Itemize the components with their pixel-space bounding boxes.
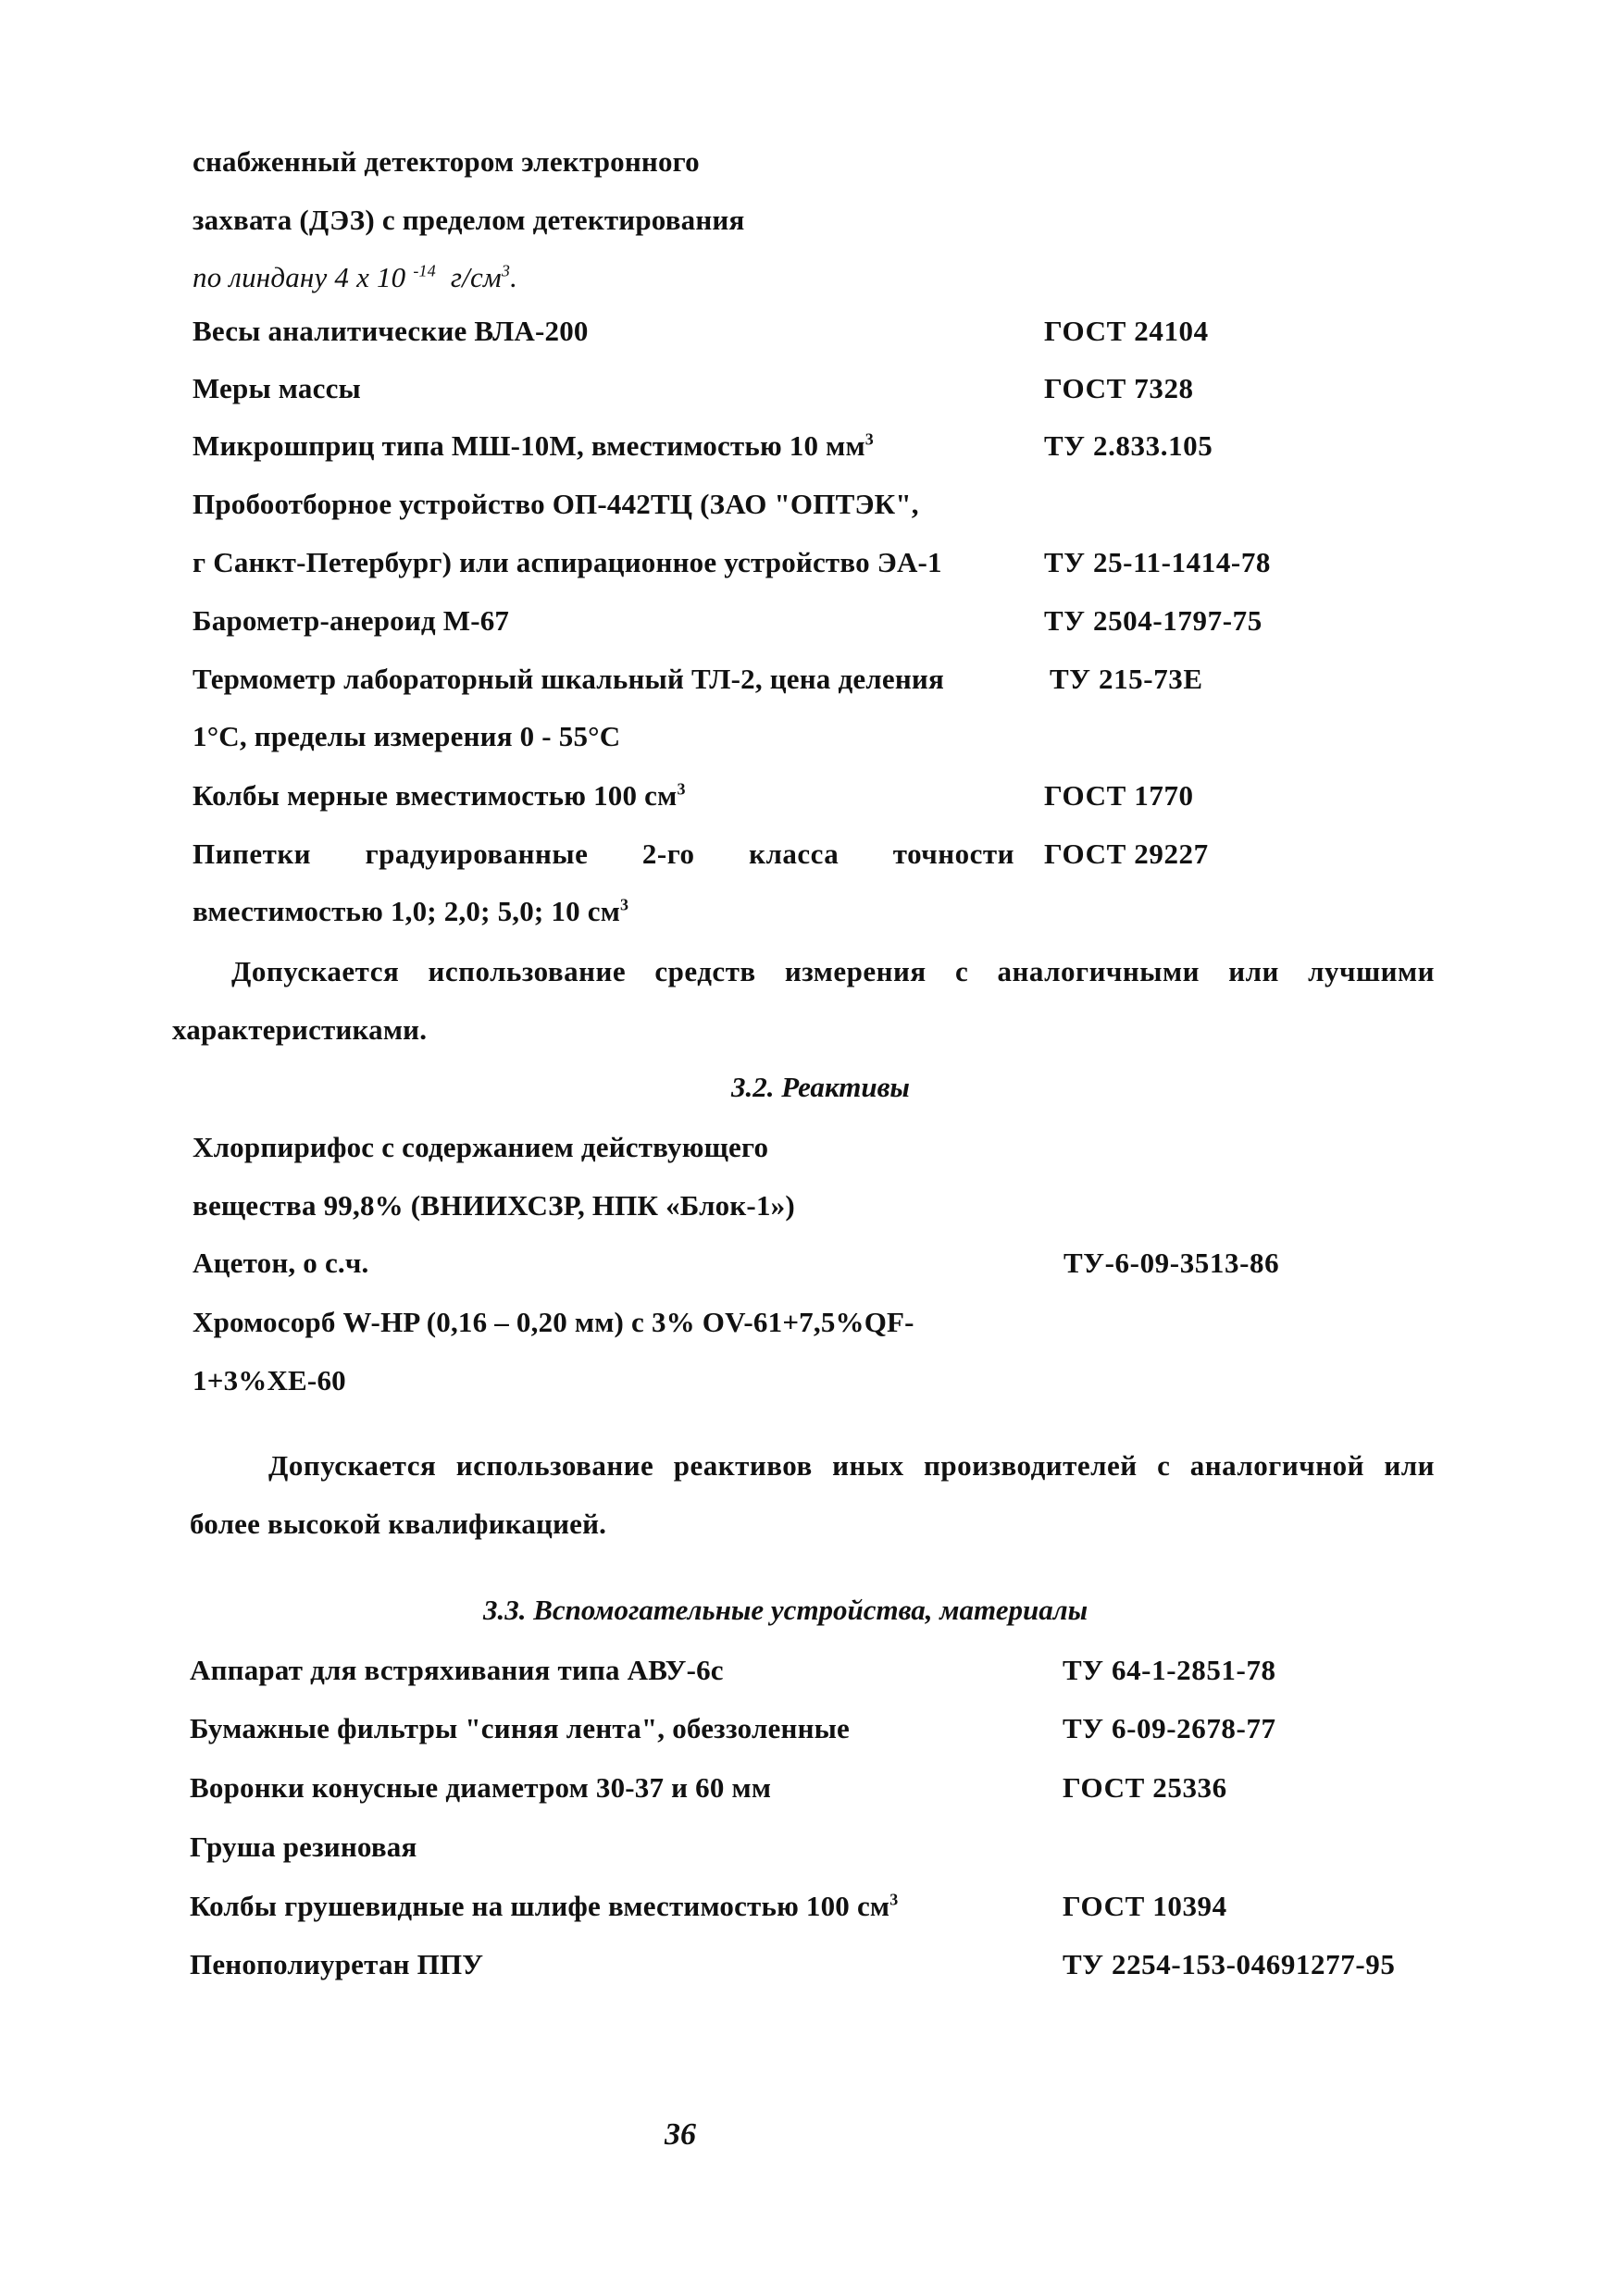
equipment-item-name: Микрошприц типа МШ-10М, вместимостью 10 $мм^3$ (193, 429, 874, 462)
equipment-note-line-2: характеристиками. (172, 1013, 428, 1046)
intro-line-2: захвата (ДЭЗ) с пределом детектирования (193, 204, 745, 236)
auxiliary-item-name: Груша резиновая (190, 1831, 417, 1863)
equipment-item-ref: ГОСТ 7328 (1044, 372, 1194, 404)
reagent-ref: ТУ-6-09-3513-86 (1063, 1247, 1280, 1279)
intro-line-1: снабженный детектором электронного (193, 145, 700, 178)
reagents-note-line-2: более высокой квалификацией. (190, 1508, 607, 1540)
equipment-item-ref: ГОСТ 24104 (1044, 315, 1209, 347)
equipment-note-line-1: Допускается использование средств измерения с аналогичными или лучшими (231, 955, 1435, 987)
section-heading-auxiliary: 3.3. Вспомогательные устройства, материалы (483, 1594, 1088, 1626)
equipment-item-name: Пробоотборное устройство ОП-442ТЦ (ЗАО "ОПТЭК", (193, 488, 919, 520)
auxiliary-item-name: Пенополиуретан ППУ (190, 1948, 484, 1980)
page-number: 36 (665, 2117, 696, 2152)
reagents-note-line-1: Допускается использование реактивов иных производителей с аналогичной или (268, 1449, 1435, 1482)
auxiliary-item-name: Бумажные фильтры "синяя лента", обеззоленные (190, 1712, 850, 1744)
auxiliary-item-ref: ТУ 6-09-2678-77 (1063, 1712, 1276, 1744)
equipment-item-ref: ГОСТ 29227 (1044, 838, 1209, 870)
section-heading-reagents: 3.2. Реактивы (731, 1071, 910, 1103)
auxiliary-item-ref: ГОСТ 25336 (1063, 1771, 1227, 1804)
reagent-line: Хлорпирифос с содержанием действующего (193, 1131, 769, 1163)
equipment-item-name: Термометр лабораторный шкальный ТЛ-2, цена деления (193, 663, 944, 695)
equipment-item-name: 1°С, пределы измерения 0 - 55°С (193, 720, 621, 752)
equipment-item-ref: ТУ 2.833.105 (1044, 429, 1213, 462)
auxiliary-item-name: Воронки конусные диаметром 30-37 и 60 мм (190, 1771, 772, 1804)
auxiliary-item-ref: ГОСТ 10394 (1063, 1890, 1227, 1922)
reagent-line: Ацетон, о с.ч. (193, 1247, 369, 1279)
reagent-line: вещества 99,8% (ВНИИХСЗР, НПК «Блок-1») (193, 1189, 795, 1222)
auxiliary-item-ref: ТУ 2254-153-04691277-95 (1063, 1948, 1396, 1980)
auxiliary-item-ref: ТУ 64-1-2851-78 (1063, 1654, 1276, 1686)
equipment-item-name: Пипетки градуированные 2-го класса точности (193, 838, 1014, 870)
equipment-item-name: Барометр-анероид М-67 (193, 604, 510, 637)
auxiliary-item-name: Колбы грушевидные на шлифе вместимостью 100 $см^3$ (190, 1890, 899, 1922)
equipment-item-name: Колбы мерные вместимостью 100 $см^3$ (193, 779, 686, 812)
equipment-item-name: Весы аналитические ВЛА-200 (193, 315, 589, 347)
equipment-item-ref: ТУ 2504-1797-75 (1044, 604, 1263, 637)
equipment-item-name: г Санкт-Петербург) или аспирационное устройство ЭА-1 (193, 546, 942, 578)
intro-line-3: по линдану 4 х 10 $^{-14}$ $г/см^3$. (193, 261, 518, 293)
equipment-item-ref: ТУ 25-11-1414-78 (1044, 546, 1272, 578)
reagent-line: Хромосорб W-HP (0,16 – 0,20 мм) с 3% OV-61+7,5%QF- (193, 1306, 914, 1338)
equipment-item-name: Меры массы (193, 372, 361, 404)
auxiliary-item-name: Аппарат для встряхивания типа АВУ-6с (190, 1654, 724, 1686)
equipment-item-ref: ГОСТ 1770 (1044, 779, 1194, 812)
equipment-item-ref: ТУ 215-73Е (1050, 663, 1203, 695)
reagent-line: 1+3%ХЕ-60 (193, 1364, 346, 1396)
equipment-item-name: вместимостью 1,0; 2,0; 5,0; 10 $см^3$ (193, 895, 629, 927)
